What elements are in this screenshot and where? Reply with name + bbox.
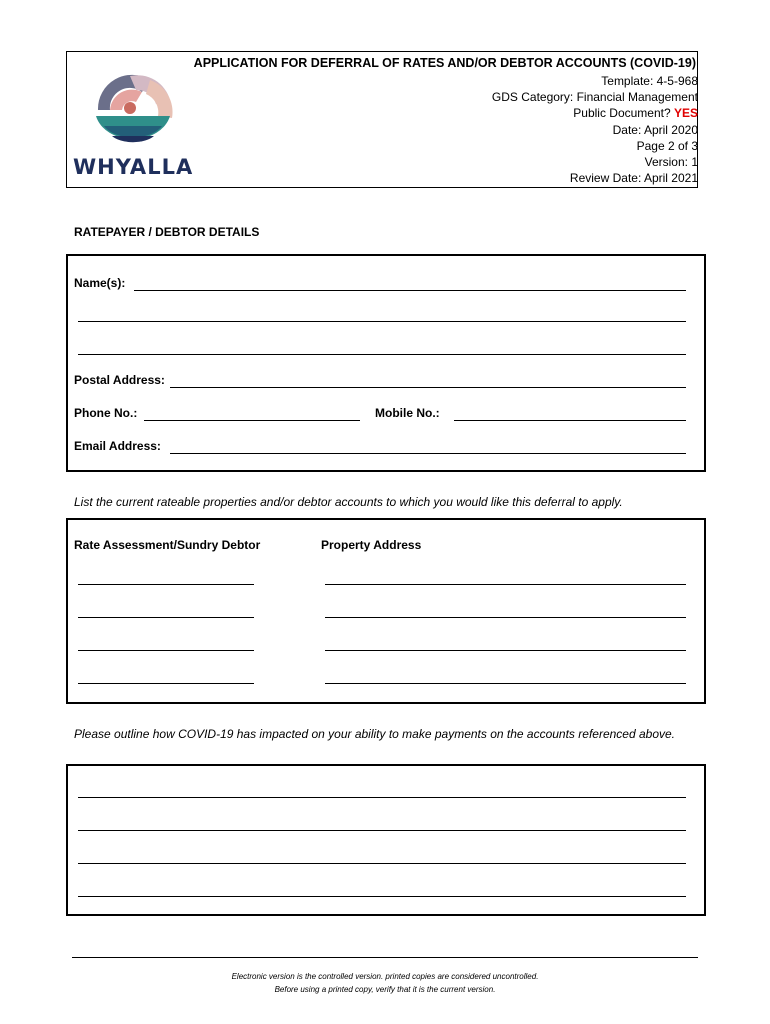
version: Version: 1: [644, 155, 698, 170]
logo-wordmark: WHYALLA: [73, 155, 194, 179]
impact-box: [66, 764, 706, 916]
property-address-field-3[interactable]: [325, 650, 686, 651]
whyalla-logo-icon: [90, 70, 176, 150]
names-label: Name(s):: [74, 276, 126, 290]
document-title: APPLICATION FOR DEFERRAL OF RATES AND/OR DEBTOR ACCOUNTS (COVID-19): [193, 56, 696, 70]
phone-label: Phone No.:: [74, 406, 138, 420]
ratepayer-details-box: [66, 254, 706, 472]
footer-divider: [72, 957, 698, 958]
page-number: Page 2 of 3: [636, 138, 698, 153]
meta-block: [492, 73, 698, 186]
mobile-field[interactable]: [454, 420, 686, 421]
property-address-field-1[interactable]: [325, 584, 686, 585]
impact-field-line-3[interactable]: [78, 863, 686, 864]
impact-field-line-4[interactable]: [78, 896, 686, 897]
footer-line-1: Electronic version is the controlled version. printed copies are considered uncontrolled.: [231, 972, 539, 981]
properties-instruction: List the current rateable properties and/or debtor accounts to which you would like this deferral to apply.: [74, 495, 623, 509]
public-document-label: Public Document?: [573, 106, 674, 121]
footer-line-2: Before using a printed copy, verify that it is the current version.: [274, 985, 496, 994]
mobile-label: Mobile No.:: [375, 406, 440, 420]
postal-address-label: Postal Address:: [74, 373, 165, 387]
property-address-header: Property Address: [321, 538, 422, 552]
impact-instruction: Please outline how COVID-19 has impacted on your ability to make payments on the accounts referenced above.: [74, 727, 676, 741]
names-field-line-3[interactable]: [78, 354, 686, 355]
rate-assessment-header: Rate Assessment/Sundry Debtor: [74, 538, 261, 552]
gds-category: GDS Category: Financial Management: [491, 90, 698, 105]
email-label: Email Address:: [74, 439, 161, 453]
template-number: Template: 4-5-968: [601, 74, 698, 88]
issue-date: Date: April 2020: [612, 122, 698, 137]
phone-field[interactable]: [144, 420, 360, 421]
impact-field-line-1[interactable]: [78, 797, 686, 798]
section-title-ratepayer: RATEPAYER / DEBTOR DETAILS: [74, 225, 260, 239]
email-field[interactable]: [170, 453, 686, 454]
property-address-field-4[interactable]: [325, 683, 686, 684]
rate-assessment-field-2[interactable]: [78, 617, 254, 618]
postal-address-field[interactable]: [170, 387, 686, 388]
impact-field-line-2[interactable]: [78, 830, 686, 831]
rate-assessment-field-3[interactable]: [78, 650, 254, 651]
public-document: [492, 105, 698, 121]
property-address-field-2[interactable]: [325, 617, 686, 618]
public-document-value: YES: [673, 106, 698, 121]
review-date: Review Date: April 2021: [569, 171, 698, 186]
rate-assessment-field-4[interactable]: [78, 683, 254, 684]
names-field-line-2[interactable]: [78, 321, 686, 322]
rate-assessment-field-1[interactable]: [78, 584, 254, 585]
names-field-line-1[interactable]: [134, 290, 686, 291]
